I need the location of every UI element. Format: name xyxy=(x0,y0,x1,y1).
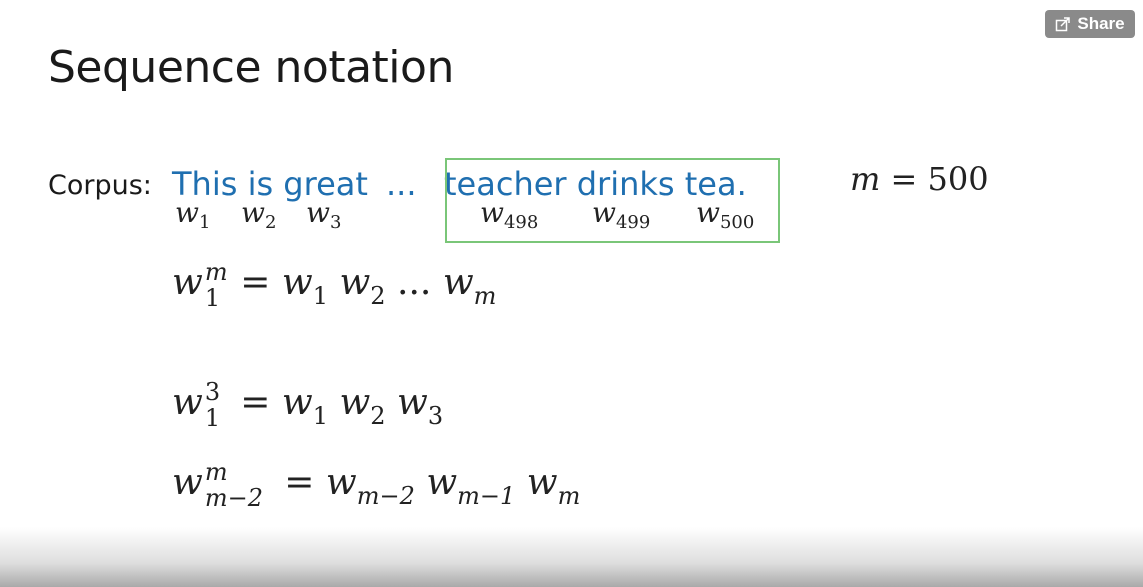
word-label-2: $w_2$ xyxy=(241,196,277,233)
share-label: Share xyxy=(1077,14,1125,33)
slide-title: Sequence notation xyxy=(48,42,454,93)
equation-3: w m m−2 = $w_{m-2}$ $w_{m-1}$ $w_m$ xyxy=(172,458,581,512)
word-label-1: $w_1$ xyxy=(175,196,211,233)
m-equation: m = 500 xyxy=(850,160,989,198)
equation-1: w m 1 = $w_1$ $w_2$ ... $w_m$ xyxy=(172,258,497,312)
corpus-label: Corpus: xyxy=(48,170,152,201)
share-icon xyxy=(1055,16,1071,32)
corpus-text-end: teacher drinks tea. xyxy=(444,165,747,203)
corpus-ellipsis: ... xyxy=(386,165,417,203)
word-label-3: $w_3$ xyxy=(306,196,342,233)
bottom-fade xyxy=(0,527,1143,587)
corpus-text-start: This is great xyxy=(172,165,368,203)
word-label-500: $w_{500}$ xyxy=(696,196,755,233)
word-label-498: $w_{498}$ xyxy=(480,196,539,233)
word-label-499: $w_{499}$ xyxy=(592,196,651,233)
equation-2: w 3 1 = $w_1$ $w_2$ $w_3$ xyxy=(172,378,444,432)
share-button[interactable] xyxy=(1045,10,1135,38)
